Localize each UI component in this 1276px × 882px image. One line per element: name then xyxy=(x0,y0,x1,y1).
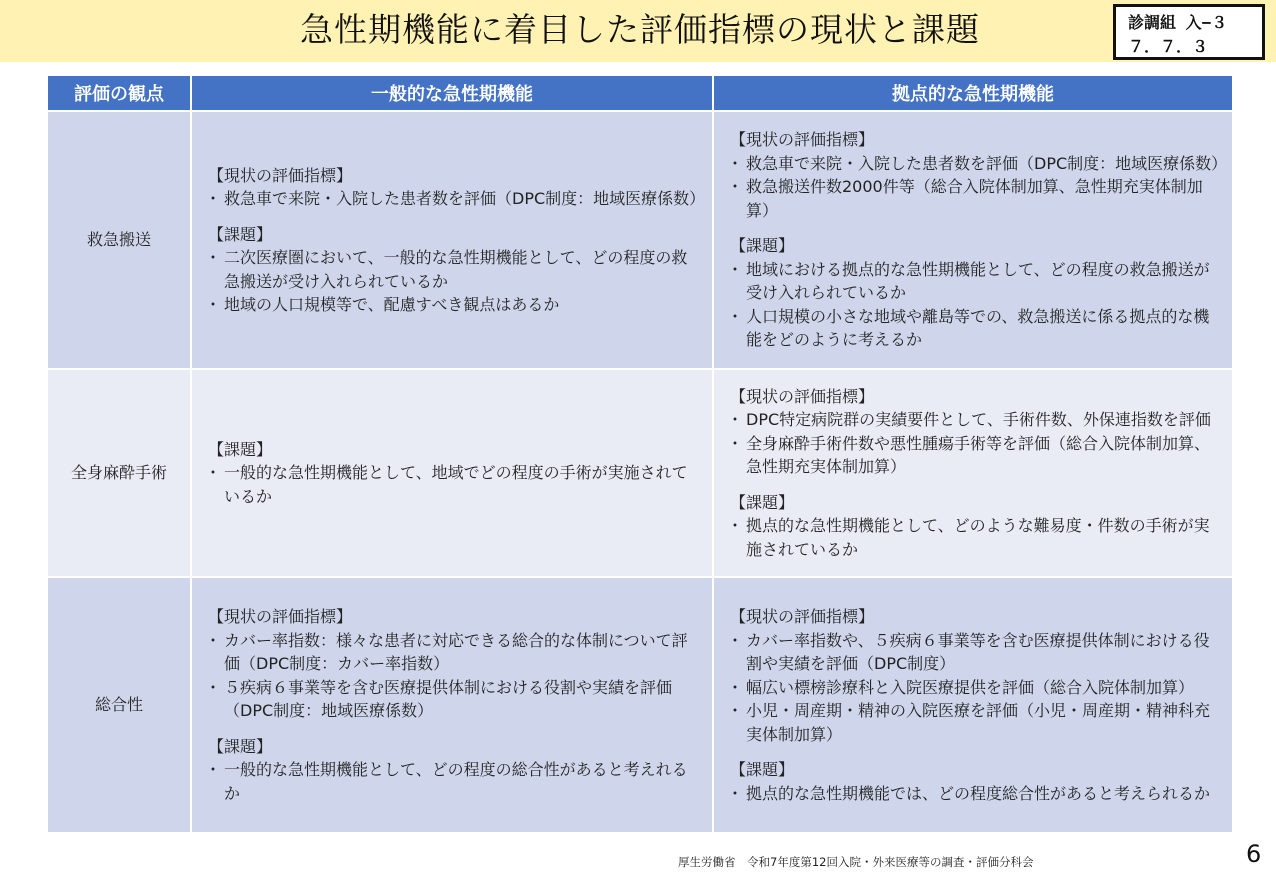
list-item: ・ 全身麻酔手術件数や悪性腫瘍手術等を評価（総合入院体制加算、急性期充実体制加算） xyxy=(730,432,1220,479)
list-item: ・ 救急搬送件数2000件等（総合入院体制加算、急性期充実体制加算） xyxy=(730,175,1220,222)
cell-section xyxy=(208,223,698,317)
cell-section xyxy=(730,605,1220,746)
section-heading: 【現状の評価指標】 xyxy=(730,386,875,406)
cell-section xyxy=(208,605,698,723)
cell-section xyxy=(730,234,1220,352)
list-item: ・ 幅広い標榜診療科と入院医療提供を評価（総合入院体制加算） xyxy=(730,676,1220,700)
hub-cell xyxy=(714,112,1232,368)
section-heading: 【現状の評価指標】 xyxy=(730,130,875,150)
cell-section xyxy=(208,438,698,509)
section-heading: 【課題】 xyxy=(730,492,795,512)
list-item: ・ 救急車で来院・入院した患者数を評価（DPC制度：地域医療係数） xyxy=(730,152,1220,176)
list-item: ・ カバー率指数：様々な患者に対応できる総合的な体制について評価（DPC制度：カバー率指数） xyxy=(208,629,698,676)
cell-section xyxy=(208,735,698,806)
cell-section xyxy=(730,128,1228,222)
list-item: ・ 小児・周産期・精神の入院医療を評価（小児・周産期・精神科充実体制加算） xyxy=(730,699,1220,746)
column-header-perspective: 評価の観点 xyxy=(48,76,190,110)
section-heading: 【課題】 xyxy=(730,236,795,256)
cell-section xyxy=(730,385,1220,479)
list-item: ・ 救急車で来院・入院した患者数を評価（DPC制度：地域医療係数） xyxy=(208,187,698,211)
general-cell xyxy=(192,112,712,368)
document-code-box xyxy=(1113,4,1265,60)
column-header-hub: 拠点的な急性期機能 xyxy=(714,76,1232,110)
source-footer: 厚生労働省 令和7年度第12回入院・外来医療等の調査・評価分科会 xyxy=(678,855,1034,869)
list-item: ・ 地域における拠点的な急性期機能として、どの程度の救急搬送が受け入れられているか xyxy=(730,258,1220,305)
table-row xyxy=(48,578,1232,832)
list-item: ・ DPC特定病院群の実績要件として、手術件数、外保連指数を評価 xyxy=(730,408,1220,432)
column-header-general: 一般的な急性期機能 xyxy=(192,76,712,110)
doc-code-line-1: 診調組 入−３ xyxy=(1128,13,1228,32)
row-label: 全身麻酔手術 xyxy=(48,370,190,576)
general-cell xyxy=(192,578,712,832)
general-cell xyxy=(192,370,712,576)
doc-code-line-2: ７．７．３ xyxy=(1128,37,1209,56)
section-heading: 【課題】 xyxy=(208,736,273,756)
list-item: ・ 一般的な急性期機能として、どの程度の総合性があると考えれるか xyxy=(208,758,698,805)
section-heading: 【課題】 xyxy=(208,439,273,459)
row-label: 総合性 xyxy=(48,578,190,832)
row-label: 救急搬送 xyxy=(48,112,190,368)
section-heading: 【課題】 xyxy=(208,224,273,244)
cell-section xyxy=(208,164,706,211)
list-item: ・ 一般的な急性期機能として、地域でどの程度の手術が実施されているか xyxy=(208,461,698,508)
hub-cell xyxy=(714,578,1232,832)
section-heading: 【現状の評価指標】 xyxy=(208,165,353,185)
section-heading: 【課題】 xyxy=(730,760,795,779)
list-item: ・ 人口規模の小さな地域や離島等での、救急搬送に係る拠点的な機能をどのように考えるか xyxy=(730,305,1220,352)
list-item: ・ 拠点的な急性期機能では、どの程度総合性があると考えられるか xyxy=(730,782,1220,806)
section-heading: 【現状の評価指標】 xyxy=(208,607,353,626)
list-item: ・ 拠点的な急性期機能として、どのような難易度・件数の手術が実施されているか xyxy=(730,514,1220,561)
section-heading: 【現状の評価指標】 xyxy=(730,607,875,626)
list-item: ・ ５疾病６事業等を含む医療提供体制における役割や実績を評価（DPC制度：地域医療係数） xyxy=(208,676,698,723)
table-header-row xyxy=(48,76,1232,110)
table-row xyxy=(48,112,1232,368)
hub-cell xyxy=(714,370,1232,576)
list-item: ・ 二次医療圏において、一般的な急性期機能として、どの程度の救急搬送が受け入れられているか xyxy=(208,246,698,293)
page-title: 急性期機能に着目した評価指標の現状と課題 xyxy=(300,10,980,49)
cell-section xyxy=(730,491,1220,562)
list-item: ・ 地域の人口規模等で、配慮すべき観点はあるか xyxy=(208,293,698,317)
table-row xyxy=(48,370,1232,576)
list-item: ・ カバー率指数や、５疾病６事業等を含む医療提供体制における役割や実績を評価（DPC制度） xyxy=(730,629,1220,676)
cell-section xyxy=(730,758,1220,805)
page-number: 6 xyxy=(1246,840,1262,868)
evaluation-table xyxy=(46,74,1234,834)
